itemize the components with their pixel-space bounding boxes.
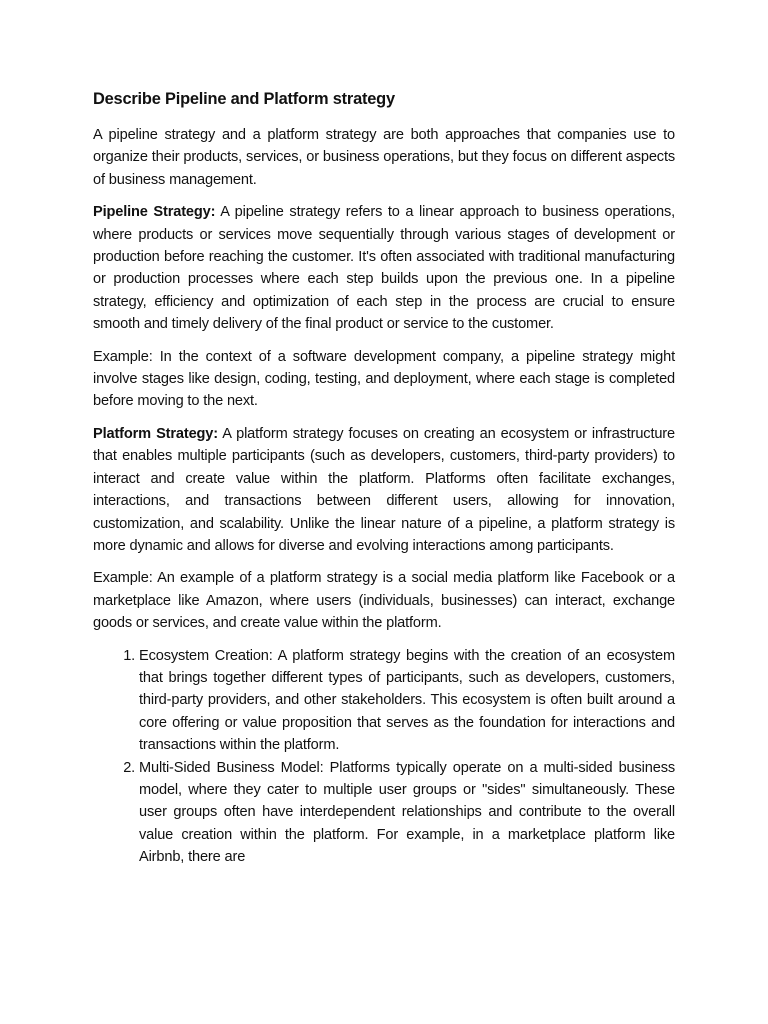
pipeline-example: Example: In the context of a software development company, a pipeline strategy might involve stages like design, coding, testing, and deployment, where each stage is completed before moving to the next. xyxy=(93,348,675,410)
page-title: Describe Pipeline and Platform strategy xyxy=(93,90,395,108)
list-item: 2. Multi-Sided Business Model: Platforms typically operate on a multi-sided business model, where they cater to multiple user groups or "sides" simultaneously. These user groups often have interdependent relationships and contribute to the overall value creation within the platform. For example, in a marketplace platform like Airbnb, there are xyxy=(139,757,675,869)
document-page xyxy=(93,86,675,869)
platform-text: A platform strategy focuses on creating an ecosystem or infrastructure that enables multiple participants (such as developers, customers, third-party providers) to interact and create value within the platform. Platforms often facilitate exchanges, interactions, and transactions between different users, allowing for innovation, customization, and scalability. Unlike the linear nature of a pipeline, a platform strategy is more dynamic and allows for diverse and evolving interactions among participants. xyxy=(93,425,675,554)
pipeline-label: Pipeline Strategy: xyxy=(93,204,216,221)
numbered-list xyxy=(93,645,675,869)
platform-example: Example: An example of a platform strategy is a social media platform like Facebook or a marketplace like Amazon, where users (individuals, businesses) can interact, exchange goods or services, and create value within the platform. xyxy=(93,570,675,632)
platform-label: Platform Strategy: xyxy=(93,425,218,442)
pipeline-paragraph xyxy=(93,201,675,335)
pipeline-text: A pipeline strategy refers to a linear approach to business operations, where products or services move sequentially through various stages of development or production before reaching the customer. It's often associated with traditional manufacturing or production processes where each step builds upon the previous one. In a pipeline strategy, efficiency and optimization of each step in the process are crucial to ensure smooth and timely delivery of the final product or service to the customer. xyxy=(93,204,675,333)
intro-paragraph: A pipeline strategy and a platform strategy are both approaches that companies use to organize their products, services, or business operations, but they focus on different aspects of business management. xyxy=(93,127,675,188)
platform-paragraph xyxy=(93,423,675,557)
list-item: 1. Ecosystem Creation: A platform strategy begins with the creation of an ecosystem that brings together different types of participants, such as developers, customers, third-party providers, and other stakeholders. This ecosystem is often built around a core offering or value proposition that serves as the foundation for interactions and transactions within the platform. xyxy=(139,645,675,757)
